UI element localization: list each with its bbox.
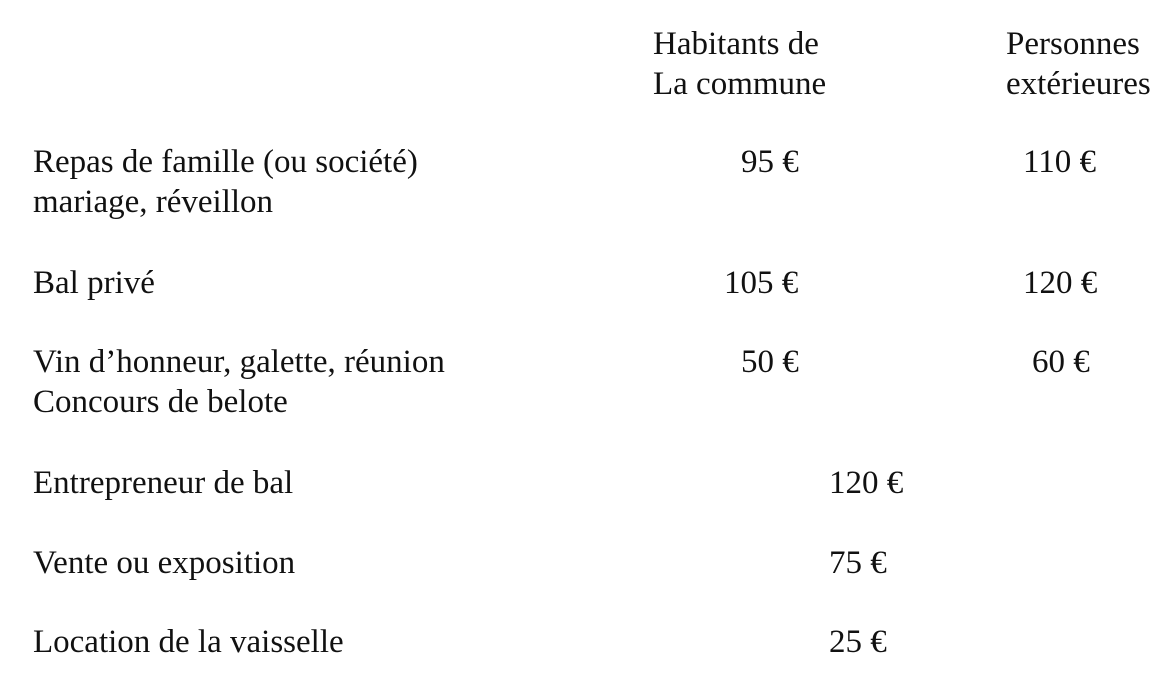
- row-label-family-meal: [33, 142, 418, 222]
- row-label-line2: Concours de belote: [33, 384, 288, 420]
- outsider-price-family-meal: 110 €: [1023, 144, 1097, 180]
- price-dishware-rental: 25 €: [829, 624, 887, 660]
- row-label-line2: mariage, réveillon: [33, 184, 274, 220]
- row-label-dishware-rental: Location de la vaisselle: [33, 624, 344, 660]
- outsider-price-private-ball: 120 €: [1023, 265, 1098, 301]
- outsider-price-reception: 60 €: [1032, 344, 1090, 380]
- row-label-ball-organizer: Entrepreneur de bal: [33, 465, 294, 501]
- price-ball-organizer: 120 €: [829, 465, 904, 501]
- resident-price-family-meal: 95 €: [741, 144, 799, 180]
- header-outsiders-line2: extérieures: [1006, 66, 1151, 102]
- header-residents-line1: Habitants de: [653, 26, 819, 62]
- row-label-line1: Repas de famille (ou société): [33, 144, 418, 180]
- header-residents: [653, 24, 826, 104]
- resident-price-reception: 50 €: [741, 344, 799, 380]
- row-label-private-ball: Bal privé: [33, 265, 155, 301]
- header-outsiders: [1006, 24, 1151, 104]
- header-outsiders-line1: Personnes: [1006, 26, 1140, 62]
- header-residents-line2: La commune: [653, 66, 827, 102]
- row-label-reception: [33, 342, 445, 422]
- row-label-sale-exhibition: Vente ou exposition: [33, 545, 296, 581]
- price-sale-exhibition: 75 €: [829, 545, 887, 581]
- resident-price-private-ball: 105 €: [724, 265, 799, 301]
- row-label-line1: Vin d’honneur, galette, réunion: [33, 344, 445, 380]
